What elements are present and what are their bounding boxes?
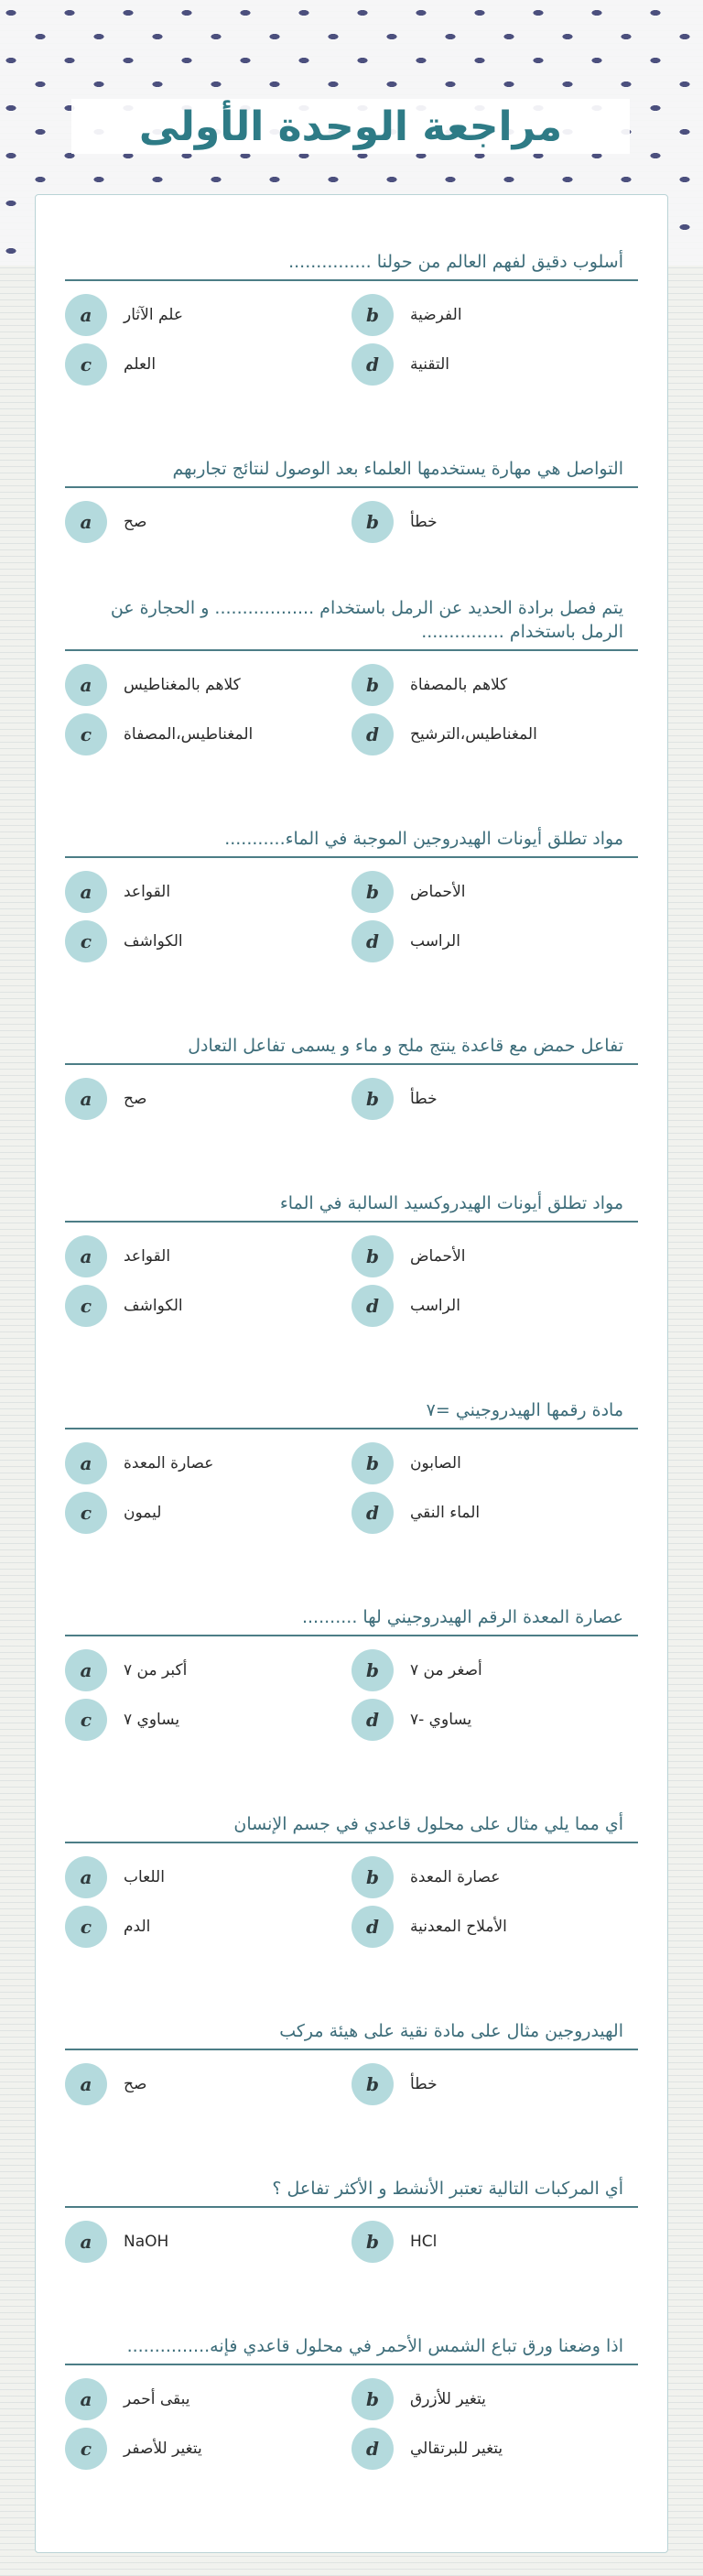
option-label: القواعد (124, 883, 171, 901)
option-letter-badge[interactable]: d (352, 1285, 394, 1327)
question-text: عصارة المعدة الرقم الهيدروجيني لها .......... (301, 1607, 623, 1627)
option-label: كلاهم بالمصفاة (410, 676, 508, 694)
answer-option[interactable] (65, 664, 352, 706)
option-label: كلاهم بالمغناطيس (124, 676, 241, 694)
question-text-wrap (65, 1380, 638, 1428)
option-letter-badge[interactable]: d (352, 1906, 394, 1948)
option-letter-badge[interactable]: d (352, 1699, 394, 1741)
option-letter-badge[interactable]: b (352, 1235, 394, 1277)
question-text-wrap (65, 596, 638, 649)
answer-option[interactable] (65, 1235, 352, 1277)
answer-options (65, 2221, 638, 2263)
question-block (65, 1794, 638, 2001)
option-label: التقنية (410, 355, 450, 374)
option-label: يتغير للأزرق (410, 2390, 486, 2408)
answer-options (65, 2063, 638, 2105)
answer-option[interactable] (65, 1906, 352, 1948)
answer-option[interactable] (352, 343, 638, 386)
option-label: الصابون (410, 1454, 461, 1473)
answer-option[interactable] (65, 1442, 352, 1484)
answer-option[interactable] (352, 1856, 638, 1898)
question-block (65, 596, 638, 809)
question-text: اذا وضعنا ورق تباع الشمس الأحمر في محلول قاعدي فإنه............... (126, 2336, 623, 2356)
question-text-wrap (65, 1016, 638, 1063)
option-letter-badge[interactable]: c (65, 1492, 107, 1534)
answer-option[interactable] (352, 2378, 638, 2420)
page-title: مراجعة الوحدة الأولى (138, 103, 563, 150)
option-label: صح (124, 1090, 147, 1108)
answer-option[interactable] (352, 1699, 638, 1741)
option-label: عصارة المعدة (410, 1868, 501, 1886)
divider (65, 1428, 638, 1429)
answer-options (65, 871, 638, 962)
option-label: يساوي ٧ (124, 1711, 180, 1729)
option-letter-badge[interactable]: b (352, 1442, 394, 1484)
option-label: القواعد (124, 1247, 171, 1266)
divider (65, 279, 638, 281)
question-text: الهيدروجين مثال على مادة نقية على هيئة مركب (279, 2021, 623, 2041)
option-letter-badge[interactable]: a (65, 664, 107, 706)
answer-option[interactable] (352, 2221, 638, 2263)
option-letter-badge[interactable]: b (352, 664, 394, 706)
question-text-wrap (65, 232, 638, 279)
answer-option[interactable] (352, 1649, 638, 1691)
answer-option[interactable] (65, 920, 352, 962)
option-label: الكواشف (124, 932, 183, 951)
option-label: الكواشف (124, 1297, 183, 1315)
question-text: يتم فصل برادة الحديد عن الرمل باستخدام .................. و الحجارة عن الرمل باستخدام ............... (110, 598, 623, 642)
option-letter-badge[interactable]: b (352, 871, 394, 913)
option-label: يساوي -٧ (410, 1711, 472, 1729)
divider (65, 649, 638, 651)
option-letter-badge[interactable]: a (65, 501, 107, 543)
option-letter-badge[interactable]: b (352, 501, 394, 543)
question-text-wrap (65, 2158, 638, 2206)
answer-option[interactable] (65, 2428, 352, 2470)
option-letter-badge[interactable]: a (65, 871, 107, 913)
option-label: الفرضية (410, 306, 462, 324)
option-letter-badge[interactable]: a (65, 294, 107, 336)
answer-options (65, 1649, 638, 1741)
answer-option[interactable] (352, 2063, 638, 2105)
option-label: يبقى أحمر (124, 2390, 190, 2408)
option-label: أكبر من ٧ (124, 1661, 188, 1679)
answer-options (65, 2378, 638, 2470)
option-label: المغناطيس،الترشيح (410, 725, 537, 744)
answer-option[interactable] (65, 2063, 352, 2105)
option-label: خطأ (410, 513, 438, 531)
option-label: ليمون (124, 1504, 162, 1522)
option-letter-badge[interactable]: b (352, 2063, 394, 2105)
answer-option[interactable] (352, 2428, 638, 2470)
option-letter-badge[interactable]: d (352, 713, 394, 755)
option-letter-badge[interactable]: d (352, 2428, 394, 2470)
question-text-wrap (65, 439, 638, 486)
option-letter-badge[interactable]: a (65, 1078, 107, 1120)
option-label: المغناطيس،المصفاة (124, 725, 254, 744)
divider (65, 2049, 638, 2050)
question-text: أي المركبات التالية تعتبر الأنشط و الأكثر تفاعل ؟ (272, 2179, 623, 2199)
option-label: الراسب (410, 1297, 460, 1315)
answer-option[interactable] (65, 1078, 352, 1120)
answer-option[interactable] (352, 713, 638, 755)
question-text: تفاعل حمض مع قاعدة ينتج ملح و ماء و يسمى تفاعل التعادل (188, 1036, 623, 1056)
option-label: الراسب (410, 932, 460, 951)
option-letter-badge[interactable]: b (352, 1649, 394, 1691)
option-letter-badge[interactable]: c (65, 2428, 107, 2470)
answer-option[interactable] (352, 294, 638, 336)
answer-option[interactable] (352, 1285, 638, 1327)
option-letter-badge[interactable]: c (65, 343, 107, 386)
question-block (65, 232, 638, 439)
divider (65, 1063, 638, 1065)
option-letter-badge[interactable]: b (352, 2378, 394, 2420)
question-block (65, 2158, 638, 2316)
worksheet-card (35, 194, 668, 2553)
answer-options (65, 501, 638, 543)
question-block (65, 2001, 638, 2158)
answer-option[interactable] (352, 664, 638, 706)
divider (65, 1635, 638, 1636)
question-text-wrap (65, 809, 638, 856)
option-letter-badge[interactable]: c (65, 920, 107, 962)
option-label: صح (124, 513, 147, 531)
option-letter-badge[interactable]: a (65, 2221, 107, 2263)
option-label: خطأ (410, 1090, 438, 1108)
option-label: HCl (410, 2233, 438, 2251)
question-block (65, 439, 638, 596)
option-label: خطأ (410, 2075, 438, 2093)
option-letter-badge[interactable]: a (65, 1856, 107, 1898)
option-label: الأملاح المعدنية (410, 1918, 507, 1936)
answer-option[interactable] (65, 1856, 352, 1898)
question-block (65, 2316, 638, 2523)
answer-options (65, 664, 638, 755)
answer-option[interactable] (65, 501, 352, 543)
option-letter-badge[interactable]: b (352, 2221, 394, 2263)
answer-option[interactable] (65, 294, 352, 336)
answer-option[interactable] (65, 1649, 352, 1691)
divider (65, 2206, 638, 2208)
option-letter-badge[interactable]: c (65, 1699, 107, 1741)
question-text: مواد تطلق أيونات الهيدروجين الموجبة في الماء........... (224, 829, 623, 849)
answer-option[interactable] (65, 1699, 352, 1741)
option-label: يتغير للبرتقالي (410, 2440, 503, 2458)
question-block (65, 1587, 638, 1794)
option-letter-badge[interactable]: a (65, 2378, 107, 2420)
question-text-wrap (65, 2316, 638, 2364)
question-block (65, 1380, 638, 1587)
option-label: علم الآثار (124, 306, 184, 324)
option-letter-badge[interactable]: a (65, 1649, 107, 1691)
option-letter-badge[interactable]: c (65, 1285, 107, 1327)
answer-option[interactable] (65, 2221, 352, 2263)
divider (65, 1842, 638, 1843)
answer-options (65, 294, 638, 386)
option-letter-badge[interactable]: d (352, 920, 394, 962)
question-block (65, 1016, 638, 1173)
option-letter-badge[interactable]: d (352, 343, 394, 386)
question-text-wrap (65, 1173, 638, 1221)
option-letter-badge[interactable]: b (352, 1856, 394, 1898)
answer-option[interactable] (352, 501, 638, 543)
answer-option[interactable] (65, 1285, 352, 1327)
answer-options (65, 1078, 638, 1120)
question-text: مواد تطلق أيونات الهيدروكسيد السالبة في الماء (279, 1193, 623, 1213)
title-banner (71, 99, 630, 154)
option-label: الأحماض (410, 883, 466, 901)
answer-option[interactable] (352, 1492, 638, 1534)
option-letter-badge[interactable]: b (352, 1078, 394, 1120)
option-label: اللعاب (124, 1868, 165, 1886)
divider (65, 856, 638, 858)
option-letter-badge[interactable]: c (65, 713, 107, 755)
option-label: صح (124, 2075, 147, 2093)
answer-option[interactable] (65, 2378, 352, 2420)
question-text: أسلوب دقيق لفهم العالم من حولنا ............... (288, 252, 623, 272)
question-block (65, 1173, 638, 1380)
divider (65, 486, 638, 488)
answer-option[interactable] (352, 1235, 638, 1277)
answer-option[interactable] (65, 1492, 352, 1534)
answer-option[interactable] (65, 713, 352, 755)
answer-option[interactable] (352, 871, 638, 913)
question-text: أي مما يلي مثال على محلول قاعدي في جسم الإنسان (233, 1814, 623, 1834)
divider (65, 2364, 638, 2365)
question-text: مادة رقمها الهيدروجيني =٧ (426, 1400, 623, 1420)
answer-option[interactable] (65, 871, 352, 913)
option-label: عصارة المعدة (124, 1454, 214, 1473)
question-block (65, 809, 638, 1016)
answer-option[interactable] (352, 1442, 638, 1484)
question-text-wrap (65, 1794, 638, 1842)
option-label: NaOH (124, 2233, 169, 2251)
question-text-wrap (65, 1587, 638, 1635)
option-letter-badge[interactable]: a (65, 2063, 107, 2105)
option-label: أصغر من ٧ (410, 1661, 482, 1679)
answer-option[interactable] (352, 920, 638, 962)
answer-options (65, 1235, 638, 1327)
question-text-wrap (65, 2001, 638, 2049)
option-label: الأحماض (410, 1247, 466, 1266)
option-letter-badge[interactable]: c (65, 1906, 107, 1948)
option-label: يتغير للأصفر (124, 2440, 202, 2458)
option-label: الدم (124, 1918, 151, 1936)
option-label: العلم (124, 355, 157, 374)
answer-option[interactable] (352, 1078, 638, 1120)
option-label: الماء النقي (410, 1504, 481, 1522)
answer-option[interactable] (65, 343, 352, 386)
divider (65, 1221, 638, 1223)
question-text: التواصل هي مهارة يستخدمها العلماء بعد الوصول لنتائج تجاربهم (172, 459, 623, 479)
option-letter-badge[interactable]: d (352, 1492, 394, 1534)
option-letter-badge[interactable]: b (352, 294, 394, 336)
option-letter-badge[interactable]: a (65, 1442, 107, 1484)
answer-options (65, 1442, 638, 1534)
option-letter-badge[interactable]: a (65, 1235, 107, 1277)
answer-options (65, 1856, 638, 1948)
answer-option[interactable] (352, 1906, 638, 1948)
